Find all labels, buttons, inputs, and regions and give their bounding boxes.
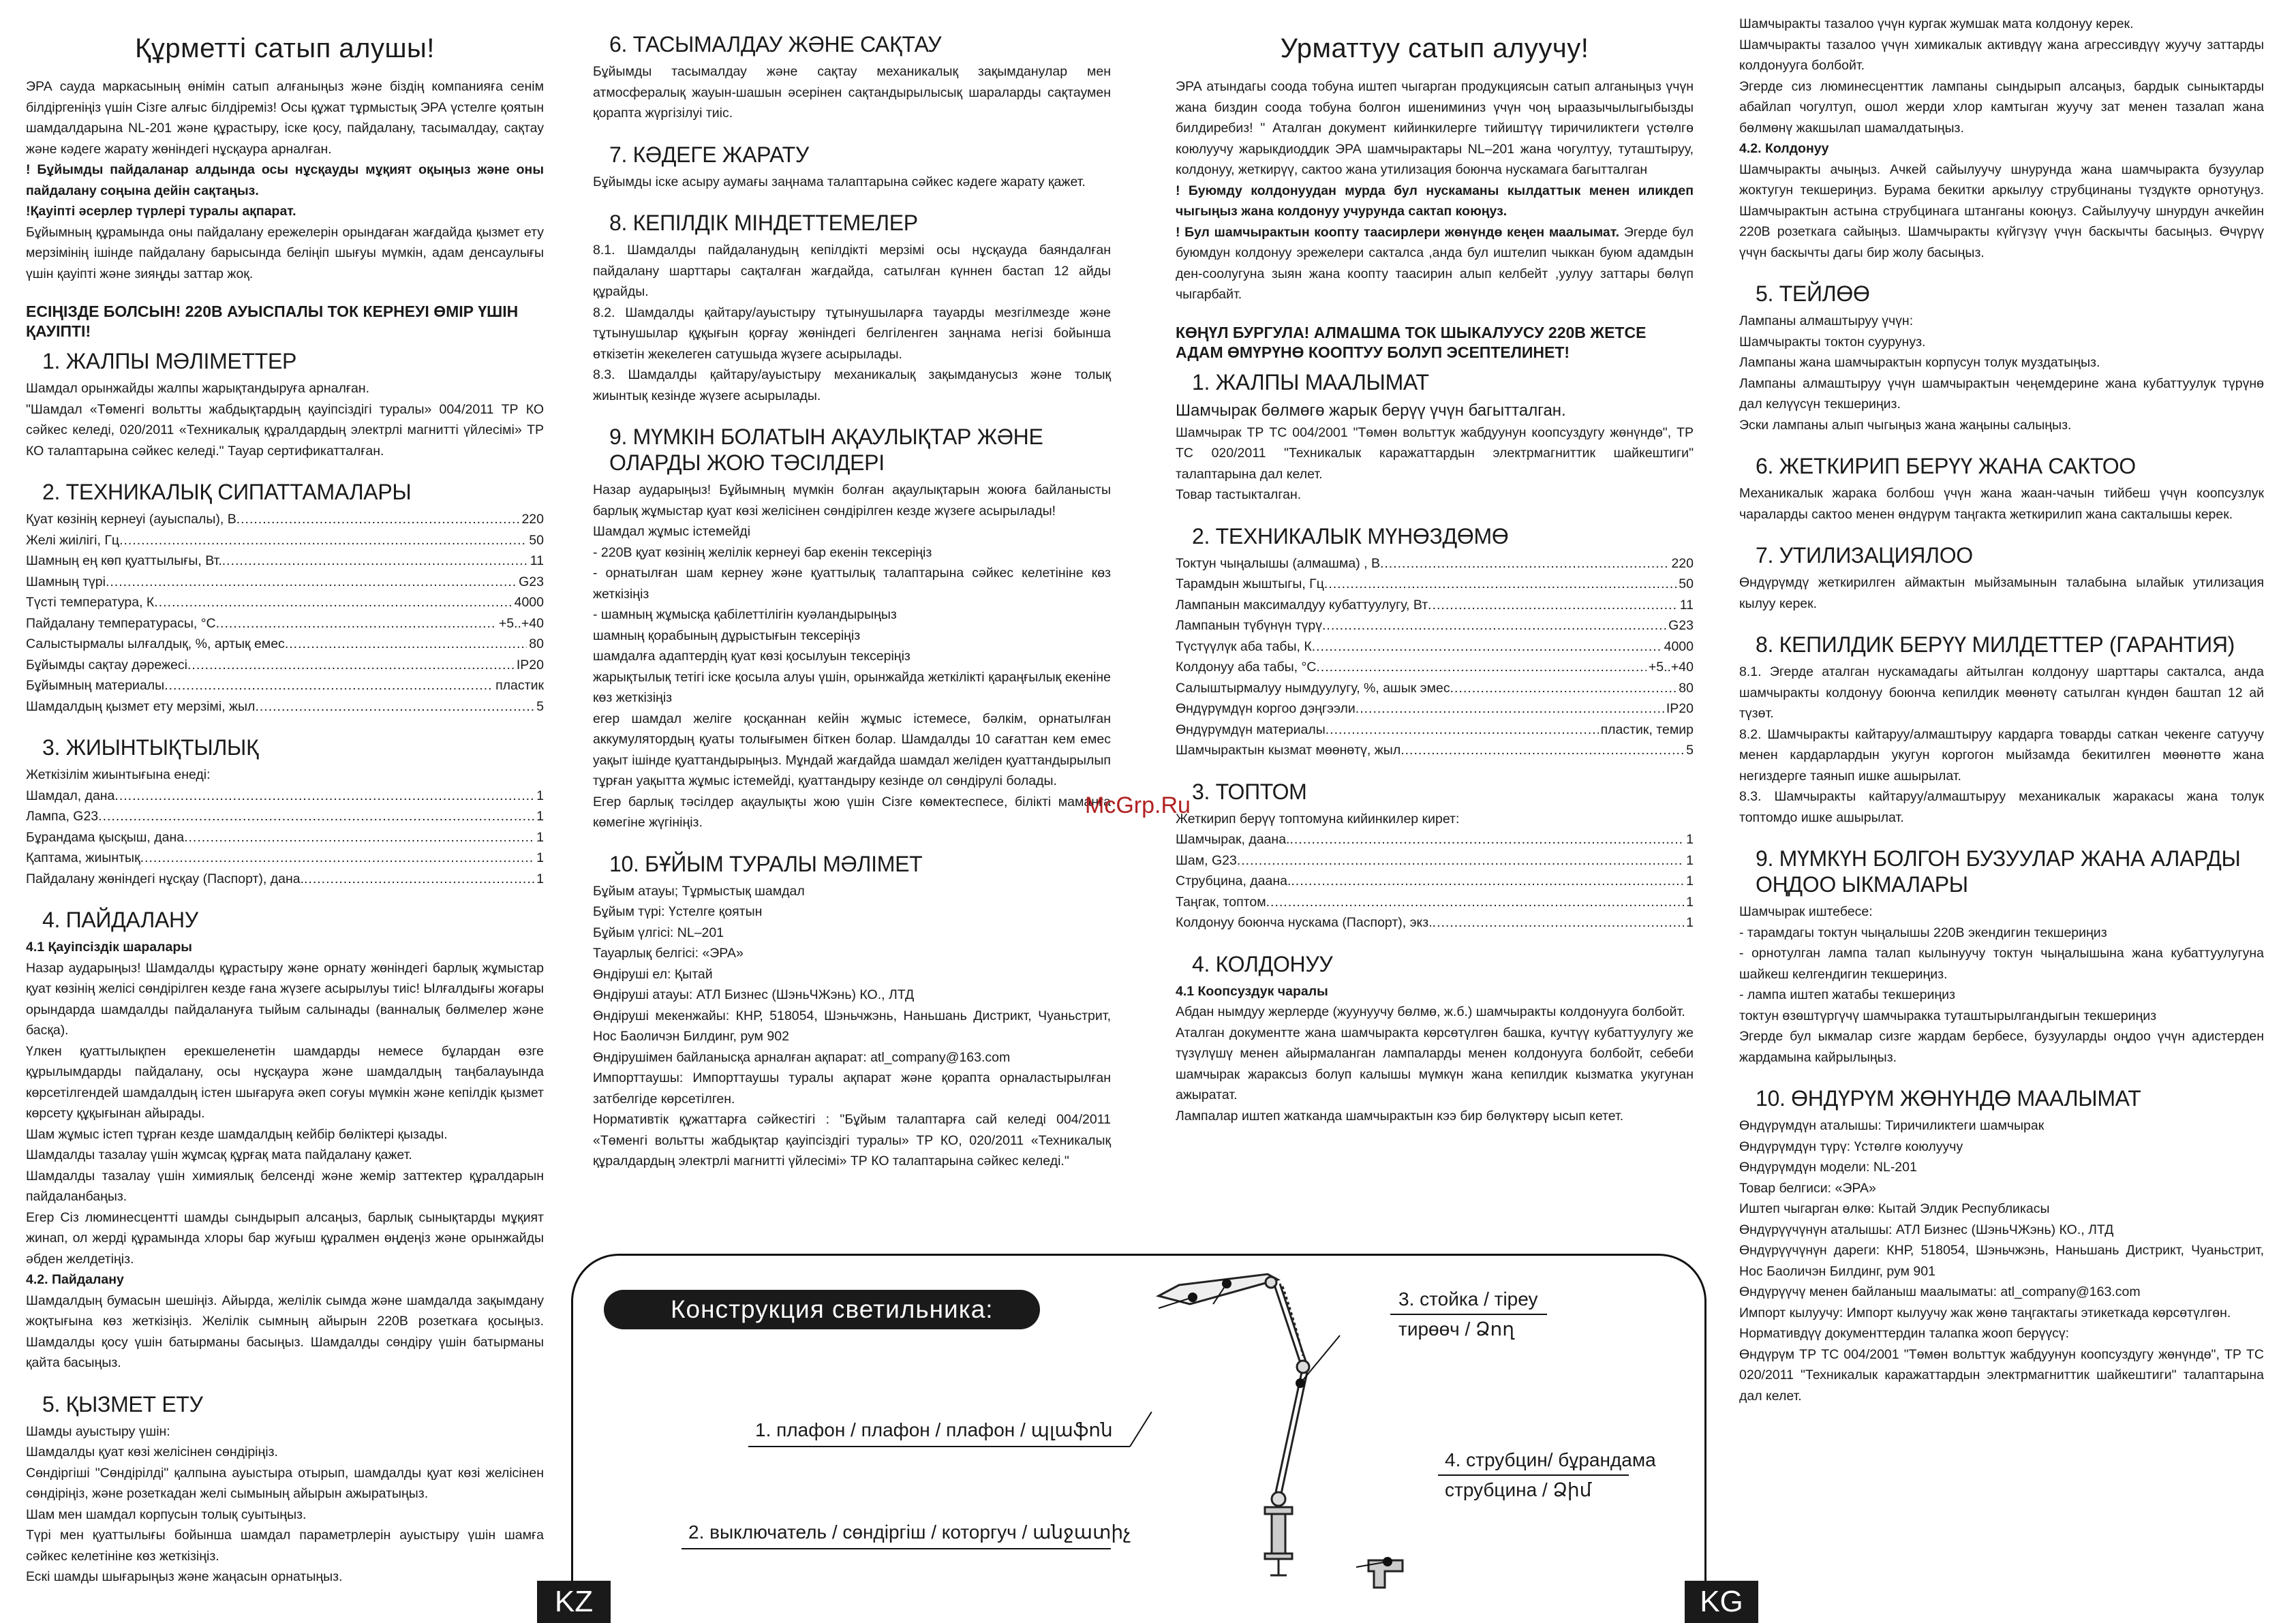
dot-leader bbox=[106, 572, 517, 593]
spec-row bbox=[26, 827, 544, 848]
spec-row bbox=[26, 592, 544, 613]
spec-label: Шамчырак, даана. bbox=[1176, 832, 1290, 847]
text-line: Егер барлық тәсілдер ақаулықты жою үшін Сізге көмектеспесе, білікті маманға көмегіне жүгініңіз. bbox=[593, 794, 1111, 830]
spec-value: 4000 bbox=[1664, 638, 1694, 654]
spec-row bbox=[1176, 615, 1694, 636]
kz-page-title: Құрметті сатып алушы! bbox=[135, 33, 435, 63]
text-line: Шамды ауыстыру үшін: bbox=[26, 1423, 170, 1439]
kg-s1-text bbox=[1176, 422, 1694, 506]
text-line: Назар аударыңыз! Шамдалды құрастыру және орнату жөніндегі барлық жұмыстар қуат көзінің желісі сөндірілген кезде ғана жүзеге асырылуы тиіс! Ылғалдығы жоғары орындарда шамдалды пайдалануға тыйым салынады (ванналық бөлмелер және басқа). bbox=[26, 960, 544, 1038]
kg-s3-heading: 3. ТОПТОМ bbox=[1192, 779, 1307, 804]
spec-row bbox=[26, 675, 544, 696]
dot-leader bbox=[304, 869, 534, 890]
dot-leader bbox=[1322, 615, 1666, 636]
text-line: Сөндіргіші "Сөндірілді" қалпына ауыстыра отырып, шамдалды қуат көзі желісінен сөндіріңіз, және розеткадан желі сымының айырын ажыратыңыз. bbox=[26, 1465, 544, 1501]
spec-value: 5 bbox=[536, 698, 544, 714]
spec-value: 1 bbox=[1686, 852, 1694, 868]
spec-row bbox=[26, 869, 544, 890]
kg-s10-heading: 10. ӨНДҮРҮМ ЖӨНҮНДӨ МААЛЫМАТ bbox=[1756, 1086, 2141, 1111]
text-line: Шамдалды қуат көзі желісінен сөндіріңіз. bbox=[26, 1444, 278, 1459]
spec-row bbox=[1176, 698, 1694, 720]
kz-s5-heading: 5. ҚЫЗМЕТ ЕТУ bbox=[42, 1391, 203, 1417]
kg-s4-text2: Шамчыракты ачыңыз. Ачкей сайылуучу шнурунда жана шамчыракта бузуулар жоктугун текшериңиз. Бурама бекитки аркылуу струбцинаны түздүктө орнотуңуз. Шамчырактын астына струбцинага штанганы коюңуз. Сайылуучу шнурдун ачкейин 220В розеткага сайыңыз. Шамчыракты күйгүзүү үчүн баскычты басыңыз. Өчүрүү үчүн баскычты дагы бир жолу басыңыз. bbox=[1739, 161, 2264, 260]
dot-leader bbox=[164, 675, 493, 696]
lamp-shade bbox=[1159, 1274, 1278, 1304]
kg-column-1 bbox=[1176, 27, 1694, 1126]
text-line: Бұйым түрі: Үстелге қоятын bbox=[593, 904, 763, 919]
text-line: Өндүрүмдүн модели: NL-201 bbox=[1739, 1160, 1917, 1175]
spec-row bbox=[1176, 912, 1694, 933]
spec-value: 1 bbox=[1686, 874, 1694, 888]
spec-label: Өндүрүмдүн коргоо дэңгээли bbox=[1176, 701, 1356, 716]
kg-s1-lead: Шамчырак бөлмөгө жарык берүү үчүн багытталган. bbox=[1176, 401, 1566, 420]
diagram-label-clamp-2: струбцина / Ձիմ bbox=[1445, 1479, 1592, 1500]
spec-label: Шамчырактын кызмат мөөнөтү, жыл bbox=[1176, 743, 1401, 758]
spec-label: Салыстырмалы ылғалдық, %, артық емес bbox=[26, 636, 285, 651]
spec-row bbox=[26, 572, 544, 593]
spec-label: Шамның ең көп қуаттылығы, Вт. bbox=[26, 553, 222, 568]
spec-row bbox=[1176, 740, 1694, 761]
dot-leader bbox=[216, 613, 497, 634]
text-line: Шамдал жұмыс істемейді bbox=[593, 524, 751, 539]
text-line: егер шамдал желіге қосқаннан кейін жұмыс істемесе, бәлкім, орнатылған аккумулятордың қуаты толығымен біткен болар. Шамдалды 10 сағаттан кем емес уақыт ішінде қуаттандырыңыз. Мұндай жағдайда шамдал желіден қуаттандырылып тұрған уақытта жұмыс істемейді, қуаттандыру кезінде ол сөндірулі болады. bbox=[593, 711, 1111, 788]
text-line: Шамдал орынжайды жалпы жарықтандыруға арналған. bbox=[26, 381, 370, 396]
kg-s8-text bbox=[1739, 662, 2264, 828]
kg-spec-list bbox=[1176, 553, 1694, 761]
diagram-label-stand: 3. стойка / тіреу bbox=[1398, 1288, 1538, 1310]
spec-row bbox=[26, 530, 544, 551]
dot-leader bbox=[1433, 912, 1684, 933]
language-tab-kg: KG bbox=[1685, 1581, 1758, 1623]
kz-s4-sub1: 4.1 Қауіпсіздік шаралары bbox=[26, 940, 192, 955]
text-line: Импорт кылуучу: Импорт кылуучу жак жөнө таңгактагы этикеткада көрсөтүлгөн. bbox=[1739, 1305, 2231, 1320]
spec-row bbox=[1176, 657, 1694, 678]
text-line: 8.2. Шамдалды қайтару/ауыстыру тұтынушыларға тауарды мезгілмезде және тұтынушылар құқығын қорғау жөніндегі белгіленген заңнама негізі бойынша өткізетін жекелеген сатушыда жүзеге асырылады. bbox=[593, 305, 1111, 362]
dot-leader bbox=[154, 592, 512, 613]
text-line: Иштеп чыгарган өлкө: Кытай Элдик Республикасы bbox=[1739, 1201, 2050, 1216]
spec-value: 80 bbox=[529, 636, 544, 651]
kz-s4-heading: 4. ПАЙДАЛАНУ bbox=[42, 908, 198, 932]
text-line: Шамдалды тазалау үшін жұмсақ құрғақ мата пайдалану қажет. bbox=[26, 1147, 412, 1162]
lamp-clamp bbox=[1265, 1507, 1292, 1575]
kg-s6-text: Механикалык жарака болбош үчүн жана жаан-чачын тийбеш үчүн коопсузлук чараларды сактоо менен өндүрүм таңгакта жеткирилип жана сакталышы керек. bbox=[1739, 486, 2264, 522]
spec-label: Пайдалану жөніндегі нұсқау (Паспорт), дана. bbox=[26, 871, 305, 886]
dot-leader bbox=[1400, 740, 1684, 761]
kg-s4-sub1: 4.1 Коопсуздук чаралы bbox=[1176, 983, 1328, 999]
text-line: Аталган документте жана шамчыракта көрсөтүлгөн башка, кучтүү кубаттуулугу же түзүлүшү менен айырмаланган лампаларды менен колдонууга болбойт, себеби шамчырак жараксыз болуп калышы мүмкүн жана кепилдик кызматка укугунан ажыратат. bbox=[1176, 1025, 1694, 1102]
diagram-leader-stand bbox=[1390, 1314, 1547, 1315]
watermark: McGrp.Ru bbox=[1085, 792, 1191, 818]
spec-value: +5..+40 bbox=[498, 615, 544, 631]
spec-value: 1 bbox=[536, 788, 544, 803]
spec-value: 220 bbox=[521, 512, 544, 527]
spec-value: IP20 bbox=[1666, 701, 1694, 716]
lamp-illustration bbox=[1131, 1267, 1486, 1594]
spec-label: Таңгак, топтом bbox=[1176, 894, 1266, 910]
text-line: Нормативдүү документтердин талапка жооп берүүсү: bbox=[1739, 1326, 2070, 1341]
dot-leader bbox=[140, 848, 535, 869]
text-line: 8.1. Шамдалды пайдаланудың кепілдікті мерзімі осы нұсқауда баяндалған пайдалану шарттары сақталған жағдайда, сатылған күннен бастап 12 айды құрайды. bbox=[593, 243, 1111, 299]
kz-s4-text1 bbox=[26, 958, 544, 1270]
diagram-label-clamp: 4. струбцин/ бұрандама bbox=[1445, 1449, 1656, 1470]
text-line: жарықтылық тетігі іске қосыла алуы үшін, орынжайда жеткілікті қараңғылық екеніне көз жеткізіңіз bbox=[593, 669, 1111, 705]
lamp-lower-arm bbox=[1276, 1372, 1307, 1494]
spec-label: Лампа, G23 bbox=[26, 809, 99, 824]
spec-row bbox=[26, 509, 544, 530]
dot-leader bbox=[1324, 574, 1677, 595]
text-line: Шамчыракты тазалоо үчүн химикалык активдүү жана агрессивдүү жуучу заттарды колдонууга болбойт. bbox=[1739, 37, 2264, 73]
text-line: Шамчыракты токтон суурунуз. bbox=[1739, 334, 1926, 350]
text-line: 8.3. Шамдалды қайтару/ауыстыру механикалық зақымданусыз және толық жиынтық кезінде жүзеге асырылады. bbox=[593, 367, 1111, 403]
spec-row bbox=[1176, 720, 1694, 741]
text-line: Шамчырак иштебесе: bbox=[1739, 904, 1873, 919]
kg-s5-heading: 5. ТЕЙЛӨӨ bbox=[1756, 281, 1870, 306]
dot-leader bbox=[285, 634, 527, 655]
dot-leader bbox=[236, 509, 520, 530]
spec-value: 1 bbox=[536, 829, 544, 845]
spec-row bbox=[26, 696, 544, 717]
text-line: Өндіруші атауы: АТЛ Бизнес (ШэньЧЖэнь) КО., ЛТД bbox=[593, 987, 915, 1002]
kz-s5-text bbox=[26, 1421, 544, 1588]
spec-value: 1 bbox=[1686, 915, 1694, 930]
text-line: - шамның жұмысқа қабілеттілігін куәландырыңыз bbox=[593, 607, 897, 622]
text-line: Бұйым атауы; Тұрмыстық шамдал bbox=[593, 883, 805, 899]
kg-s4-heading: 4. КОЛДОНУУ bbox=[1192, 951, 1333, 976]
kz-s9-text bbox=[593, 480, 1111, 833]
kg-s8-heading: 8. КЕПИЛДИК БЕРҮҮ МИЛДЕТТЕР (ГАРАНТИЯ) bbox=[1756, 632, 2235, 657]
kz-s3-intro: Жеткізілім жиынтығына енеді: bbox=[26, 767, 211, 782]
dot-leader bbox=[114, 786, 534, 807]
spec-label: Қаптама, жиынтық bbox=[26, 850, 140, 865]
spec-value: 1 bbox=[1686, 832, 1694, 847]
kg-s1-heading: 1. ЖАЛПЫ МААЛЫМАТ bbox=[1192, 369, 1429, 395]
kz-spec-list bbox=[26, 509, 544, 717]
dot-leader bbox=[119, 530, 527, 551]
spec-row bbox=[26, 806, 544, 827]
text-line: Лампалар иштеп жатканда шамчырактын кээ бир бөлүктөрү ысып кетет. bbox=[1176, 1108, 1624, 1124]
text-line: Шамдалды тазалау үшін химиялық белсенді және жеміp заттектер құралдарын пайдаланбаңыз. bbox=[26, 1168, 544, 1204]
spec-row bbox=[26, 848, 544, 869]
dot-leader bbox=[1326, 720, 1599, 741]
spec-row bbox=[1176, 829, 1694, 850]
kz-s1-text bbox=[26, 378, 544, 461]
kz-s4-sub2: 4.2. Пайдалану bbox=[26, 1272, 124, 1287]
spec-value: пластик, темир bbox=[1600, 722, 1694, 737]
text-line: Өндүрүүчүнүн аталышы: АТЛ Бизнес (ШэньЧЖэнь) КО., ЛТД bbox=[1739, 1222, 2114, 1237]
kz-warning: ЕСІҢІЗДЕ БОЛСЫН! 220В АУЫСПАЛЫ ТОК КЕРНЕУІ ӨМІР ҮШІН ҚАУІПТІ! bbox=[26, 303, 519, 340]
spec-value: G23 bbox=[519, 574, 544, 589]
kz-s6-text: Бұйымды тасымалдау және сақтау механикалық зақымданулар мен атмосфералық жауын-шашын әсерінен сақтандырылысық шараларды сақтаумен қорапта жүргізілуі тиіс. bbox=[593, 64, 1111, 121]
kg-page-title: Урматтуу сатып алуучу! bbox=[1280, 33, 1589, 63]
kz-s4-text2: Шамдалдың бумасын шешіңіз. Айырда, желілік сымда және шамдалда зақымдану жоқтығына көз жеткізіңіз. Желілік сымның айырын 220В розеткаға қосыңыз. Шамдалды қосу үшін батырманы басыңыз. Шамдалды сөндіру үшін батырманы қайта басыңыз. bbox=[26, 1293, 544, 1370]
spec-row bbox=[1176, 850, 1694, 871]
text-line: Өндүрүм ТР ТС 004/2001 "Төмөн вольттук жабдуунун коопсуздугу жөнүндө", ТР ТС 020/2011 "Техникалык каражаттардын электрмагниттик шайкештиги" талаптарына дал келет. bbox=[1739, 1346, 2264, 1404]
spec-value: 1 bbox=[536, 809, 544, 824]
spec-row bbox=[26, 613, 544, 634]
kz-s9-heading: 9. МҮМКІН БОЛАТЫН АҚАУЛЫҚТАР ЖӘНЕ ОЛАРДЫ ЖОЮ ТӘСІЛДЕРІ bbox=[609, 424, 1043, 475]
spec-label: Бұйымның материалы bbox=[26, 678, 165, 693]
text-line: Өндүрүүчү менен байланыш маалыматы: atl_company@163.com bbox=[1739, 1284, 2141, 1299]
text-line: - тарамдагы токтун чыңалышы 220В экендигин текшериңиз bbox=[1739, 925, 2107, 940]
kg-s9-heading: 9. МҮМКҮН БОЛГОН БУЗУУЛАР ЖАНА АЛАРДЫ ОҢДОО ЫКМАЛАРЫ bbox=[1756, 846, 2241, 897]
text-line: Өндірушімен байланысқа арналған ақпарат: atl_company@163.com bbox=[593, 1049, 1011, 1065]
spec-label: Желі жиілігі, Гц bbox=[26, 532, 120, 548]
spec-value: 11 bbox=[530, 553, 544, 568]
kg-s9-text bbox=[1739, 901, 2264, 1068]
spec-row bbox=[1176, 553, 1694, 574]
kg-s7-heading: 7. УТИЛИЗАЦИЯЛОО bbox=[1756, 543, 1973, 568]
spec-label: Шам, G23 bbox=[1176, 852, 1237, 868]
kg-s3-intro: Жеткирип берүү топтомуна кийинкилер кирет: bbox=[1176, 811, 1460, 826]
text-line: Товар тастыкталган. bbox=[1176, 487, 1302, 502]
spec-label: Шамның түрі bbox=[26, 574, 106, 589]
kz-s1-heading: 1. ЖАЛПЫ МӘЛІМЕТТЕР bbox=[42, 349, 297, 373]
text-line: "Шамдал «Төменгі вольтты жабдықтардың қауіпсіздігі туралы» 004/2011 ТР КО сәйкес келеді, 020/2011 «Техникалық құралдардың электрлі магнитті үйлесімі» ТР КО талаптарына сәйкес келеді." Тауар сертификатталған. bbox=[26, 401, 544, 459]
diagram-label-shade: 1. плафон / плафон / плафон / պլաֆոն bbox=[755, 1419, 1113, 1440]
spec-label: Өндүрүмдүн материалы bbox=[1176, 722, 1326, 737]
lamp-elbow-joint bbox=[1297, 1361, 1309, 1373]
text-line: Шам жұмыс істеп тұрған кезде шамдалдың кейбір бөліктері қызады. bbox=[26, 1126, 448, 1142]
text-line: Өндүрүмдүн түрү: Үстөлгө коюлуучу bbox=[1739, 1139, 1963, 1154]
spec-row bbox=[26, 655, 544, 676]
spec-label: Бұрандама қысқыш, дана bbox=[26, 829, 185, 845]
kz-s2-heading: 2. ТЕХНИКАЛЫҚ СИПАТТАМАЛАРЫ bbox=[42, 480, 412, 504]
kz-s3-heading: 3. ЖИЫНТЫҚТЫЛЫҚ bbox=[42, 735, 259, 760]
spec-label: Токтун чыңалышы (алмашма) , В bbox=[1176, 555, 1380, 571]
dot-leader bbox=[1316, 657, 1646, 678]
text-line: Бұйым үлгісі: NL–201 bbox=[593, 925, 724, 940]
spec-row bbox=[1176, 574, 1694, 595]
spec-row bbox=[26, 551, 544, 572]
spec-label: Струбцина, даана. bbox=[1176, 874, 1291, 888]
spec-row bbox=[1176, 595, 1694, 616]
diagram-leader-clamp bbox=[1438, 1474, 1629, 1476]
diagram-leader-switch bbox=[682, 1548, 1111, 1549]
dot-leader bbox=[1380, 553, 1670, 574]
text-line: 8.3. Шамчыракты кайтаруу/алмаштыруу механикалык жаракасы жана толук топтомдо ишке ашырылат. bbox=[1739, 789, 2264, 825]
dot-leader bbox=[1291, 871, 1684, 892]
kz-intro-bold-1: ! Бұйымды пайдаланар алдында осы нұсқауды мұқият оқыңыз және оны пайдалану соңына дейін сақтаңыз. bbox=[26, 162, 544, 198]
spec-label: Пайдалану температурасы, °С bbox=[26, 615, 216, 631]
spec-label: Салыштырмалуу нымдуулугу, %, ашык эмес bbox=[1176, 680, 1450, 696]
text-line: Лампаны алмаштыруу үчүн: bbox=[1739, 313, 1914, 328]
spec-label: Шамдалдың қызмет ету мерзімі, жыл bbox=[26, 698, 256, 714]
text-line: Өндіруші ел: Қытай bbox=[593, 966, 713, 982]
kg-s2-heading: 2. ТЕХНИКАЛЫК МҮНӨЗДӨМӨ bbox=[1192, 523, 1509, 548]
text-line: Эски лампаны алып чыгыңыз жана жаңыны салыңыз. bbox=[1739, 417, 2072, 433]
kg-intro-bold-2: ! Бул шамчырактын коопту таасирлери жөнүндө кеңен маалымат. bbox=[1176, 224, 1619, 240]
lamp-base-joint bbox=[1272, 1492, 1285, 1506]
dot-leader bbox=[1428, 595, 1678, 616]
kz-s8-heading: 8. КЕПІЛДІК МІНДЕТТЕМЕЛЕР bbox=[609, 211, 918, 235]
kg-s5-text bbox=[1739, 311, 2264, 435]
kz-s7-heading: 7. КӘДЕГЕ ЖАРАТУ bbox=[609, 142, 809, 167]
text-line: шамдалға адаптердің қуат көзі қосылуын тексеріңіз bbox=[593, 649, 910, 664]
text-line: Егер Сіз люминесцентті шамды сындырып алсаңыз, барлық сынықтарды мұқият жинап, ол жерді құрамында хлоры бар жуғыш құралмен өңдеңіз және орынжайды әбден желдетіңіз. bbox=[26, 1209, 544, 1267]
diagram-label-switch: 2. выключатель / сөндіргіш / которгуч / անջատիչ bbox=[688, 1521, 1131, 1543]
text-line: Нормативтік құжаттарға сәйкестігі : "Бұйым талаптарға сай келеді 004/2011 «Төменгі вольтты жабдықтар қауіпсіздігі туралы» ТР КО, 020/2011 «Техникалық құралдардың электрлі магнитті үйлесімі» ТР КО талаптарына сәйкес келеді." bbox=[593, 1112, 1111, 1169]
dot-leader bbox=[187, 655, 515, 676]
kg-s6-heading: 6. ЖЕТКИРИП БЕРҮҮ ЖАНА САКТОО bbox=[1756, 454, 2136, 478]
kz-s10-heading: 10. БҰЙЫМ ТУРАЛЫ МӘЛІМЕТ bbox=[609, 851, 923, 876]
kg-column-2 bbox=[1739, 14, 2264, 1406]
text-line: - орнотулган лампа талап кылынуучу токтун чыңалышына жана кубаттуулугуна шайкеш келгендигин текшериңиз. bbox=[1739, 946, 2264, 982]
kg-s4-sub2: 4.2. Колдонуу bbox=[1739, 141, 1829, 156]
kg-intro-2: Эгерде бул буюмдун колдонуу эрежелери сакталса ,анда бул иштелип чыккан буюм адамдын ден-соолугуна зыян жана коопту таасирин алып келбейт ,уулуу заттары бөлүп чыгарбайт. bbox=[1176, 224, 1694, 302]
kg-warning: КӨҢҮЛ БУРГУЛА! АЛМАШМА ТОК ШЫКАЛУУСУ 220В ЖЕТСЕ АДАМ ӨМҮРҮНӨ КООПТУУ БОЛУП ЭСЕПТЕЛИНЕТ! bbox=[1176, 323, 1647, 361]
spec-value: 220 bbox=[1671, 555, 1694, 571]
spec-value: пластик bbox=[495, 678, 544, 693]
spec-label: Шамдал, дана bbox=[26, 788, 115, 803]
spec-label: Тарамдын жыштыгы, Гц bbox=[1176, 576, 1324, 591]
kg-intro: ЭРА атындагы соода тобуна иштеп чыгарган продукциясын сатып алганыңыз үчүн жана биздин соода тобуна болгон ишениминиз үчүн чоң ыраазычылыгыбызды билдиребиз! " Аталган документ кийинкилерге тийиштүү тиричиликтеги үстөлгө коюлуучу жарыкдиоддик ЭРА шамчырактары NL–201 жана чогултуу, туташтыруу, колдонуу, жеткирүү, сактоо жана утилизация боюнча нускамага багытталган bbox=[1176, 79, 1694, 177]
text-line: Өндүрүмдүн аталышы: Тиричиликтеги шамчырак bbox=[1739, 1118, 2045, 1133]
dot-leader bbox=[98, 806, 534, 827]
dot-leader bbox=[1312, 636, 1662, 658]
kz-s6-heading: 6. ТАСЫМАЛДАУ ЖӘНЕ САҚТАУ bbox=[609, 32, 942, 57]
text-line: Лампаны жана шамчырактын корпусун толук муздатыңыз. bbox=[1739, 355, 2100, 370]
spec-value: IP20 bbox=[516, 657, 544, 673]
spec-value: 50 bbox=[1679, 576, 1694, 591]
text-line: Импорттаушы: Импорттаушы туралы ақпарат және қорапта орналастырылған затбелгіде көрсетілген. bbox=[593, 1070, 1111, 1107]
spec-label: Түсті температура, К bbox=[26, 595, 155, 610]
dot-leader bbox=[184, 827, 534, 848]
diagram-title: Конструкция светильника: bbox=[604, 1290, 1040, 1329]
text-line: токтун өзөштүргүчү шамчыракка туташтырылгандыгын текшериңиз bbox=[1739, 1008, 2157, 1023]
kz-s10-text bbox=[593, 881, 1111, 1172]
spec-row bbox=[26, 634, 544, 655]
spec-value: G23 bbox=[1668, 618, 1694, 633]
text-line: Товар белгиси: «ЭРА» bbox=[1739, 1180, 1876, 1196]
text-line: Назар аударыңыз! Бұйымның мүмкін болған ақаулықтарын жоюға байланысты барлық жұмыстар қуат көзі желісінен сөндірілген кезде жүзеге асырылады! bbox=[593, 482, 1111, 519]
kz-intro: ЭРА сауда маркасының өнімін сатып алғаныңыз және біздің компанияға сенім білдіргеніңіз үшін Сізге алғыс білдіреміз! Осы құжат тұрмыстық ЭРА үстелге қоятын шамдалдарына NL-201 және құрастыру, іске қосу, пайдалану, тасымалдау, сақтау және кәдеге жарату жөніндегі нұсқаура арналған. bbox=[26, 79, 544, 157]
kz-s8-text bbox=[593, 240, 1111, 406]
spec-row bbox=[1176, 871, 1694, 892]
spec-row bbox=[26, 786, 544, 807]
spec-value: 1 bbox=[536, 871, 544, 886]
text-line: Тауарлық белгісі: «ЭРА» bbox=[593, 946, 744, 961]
spec-value: 1 bbox=[536, 850, 544, 865]
spec-label: Бұйымды сақтау дәрежесі bbox=[26, 657, 187, 673]
text-line: Эгерде бул ыкмалар сизге жардам бербесе, бузууларды оңдоо үчүн адистерден жардамына кайрылыңыз. bbox=[1739, 1029, 2264, 1065]
kz-column-1 bbox=[26, 27, 544, 1588]
kg-s7-text: Өндүрүмдү жеткирилген аймактын мыйзамынын талабына ылайык утилизация кылуу керек. bbox=[1739, 575, 2264, 611]
text-line: Өндүрүүчүнүн дареги: КНР, 518054, Шэньчжэнь, Наньшань Дистрикт, Чуаньстрит, Нос Баоличэн Билдинг, рум 901 bbox=[1739, 1243, 2264, 1279]
text-line: шамның қорабының дұрыстығын тексеріңіз bbox=[593, 628, 861, 643]
dot-leader bbox=[1450, 678, 1677, 699]
spec-value: 11 bbox=[1679, 597, 1694, 613]
kz-s7-text: Бұйымды іске асыру аумағы заңнама талаптарына сәйкес кәдеге жарату қажет. bbox=[593, 174, 1086, 189]
text-line: Түрі мен қуаттылығы бойынша шамдал параметрлерін ауыстыру үшін шамға сәйкес келетініне көз жеткізіңіз. bbox=[26, 1528, 544, 1564]
spec-label: Лампанын түбүнүн түрү bbox=[1176, 618, 1323, 633]
spec-value: +5..+40 bbox=[1648, 660, 1694, 675]
text-line: Ескі шамды шығарыңыз және жаңасын орнатыңыз. bbox=[26, 1569, 343, 1584]
spec-row bbox=[1176, 636, 1694, 658]
dot-leader bbox=[1237, 850, 1684, 871]
kg-package-list bbox=[1176, 829, 1694, 933]
spec-value: 80 bbox=[1679, 680, 1694, 696]
dot-leader bbox=[222, 551, 528, 572]
text-line: Эгерде сиз люминесценттик лампаны сындырып алсаңыз, бардык сыныктарды абайлап чогултуп, ошол жерди хлор камтыган жуучу зат менен тазалап жана бөлмөнү жакшылап шамалдатыңыз. bbox=[1739, 78, 2264, 136]
spec-label: Лампанын максималдуу кубаттуулугу, Вт bbox=[1176, 597, 1428, 613]
spec-label: Колдонуу аба табы, °С bbox=[1176, 660, 1317, 675]
spec-value: 4000 bbox=[514, 595, 544, 610]
language-tab-kz: KZ bbox=[537, 1581, 611, 1623]
text-line: Абдан нымдуу жерлерде (жуунуучу бөлмө, ж.б.) шамчыракты колдонууга болбойт. bbox=[1176, 1004, 1685, 1019]
text-line: - лампа иштеп жатабы текшериңиз bbox=[1739, 987, 1955, 1002]
kg-intro-bold-1: ! Буюмду колдонуудан мурда бул нускаманы кылдаттык менен иликдеп чыгыңыз жана колдонуу учурунда сактап коюңуз. bbox=[1176, 183, 1694, 219]
kg-s4-text-cont bbox=[1739, 14, 2264, 138]
dot-leader bbox=[1289, 829, 1684, 850]
text-line: Шамчырак ТР ТС 004/2001 "Төмөн вольттук жабдуунун коопсуздугу жөнүндө", ТР ТС 020/2011 "Техникалык каражаттардын электрмагниттик шайкештиги" талаптарына дал келет. bbox=[1176, 424, 1694, 482]
dot-leader bbox=[255, 696, 534, 717]
text-line: Лампаны алмаштыруу үчүн шамчырактын чеңемдерине жана кубаттуулук түрүнө дал келүүсүн текшериңиз. bbox=[1739, 375, 2264, 412]
spec-row bbox=[1176, 678, 1694, 699]
kg-s4-text1 bbox=[1176, 1002, 1694, 1126]
kz-intro-2: Бұйымның құрамында оны пайдалану ережелерін орындаған жағдайда қызмет ету мерзімінің ішінде пайдалану барысында беліңіп шығуы мүмкін, адам денсаулығы үшін қауіпті және зияңды заттар жоқ. bbox=[26, 224, 544, 281]
text-line: Шам мен шамдал корпусын толық суытыңыз. bbox=[26, 1506, 307, 1522]
text-line: Шамчыракты тазалоо үчүн кургак жумшак мата колдонуу керек. bbox=[1739, 16, 2134, 31]
spec-value: 5 bbox=[1686, 743, 1694, 758]
text-line: - орнатылған шам кернеу және қуаттылық талаптарына сәйкес келетініне көз жеткізіңіз bbox=[593, 566, 1111, 602]
spec-row bbox=[1176, 892, 1694, 913]
spec-value: 50 bbox=[529, 532, 544, 548]
spec-value: 1 bbox=[1686, 894, 1694, 910]
spec-label: Колдонуу боюнча нускама (Паспорт), экз. bbox=[1176, 915, 1433, 930]
kz-package-list bbox=[26, 786, 544, 890]
text-line: Өндіруші мекенжайы: КНР, 518054, Шэньчжэнь, Наньшань Дистрикт, Чуаньстрит, Нос Баоличэн Билдинг, рум 902 bbox=[593, 1008, 1111, 1044]
diagram-leader-shade bbox=[748, 1446, 1130, 1447]
spec-label: Түстүүлүк аба табы, К bbox=[1176, 638, 1312, 654]
text-line: - 220В қуат көзінің желілік кернеуі бар екенін тексеріңіз bbox=[593, 544, 932, 560]
dot-leader bbox=[1356, 698, 1664, 720]
text-line: Үлкен қуаттылықпен ерекшеленетін шамдарды немесе бұлардан өзге құрылымдарды пайдалану, осы нұсқаура және шамдалдың таңбалауында көрсетілгендей шамдалдың істен шығаруға әкеп соғуы мүмкін және кепілдік қызмет көрсету құқығынан айырады. bbox=[26, 1043, 544, 1121]
kz-intro-bold-2: !Қауіпті әсерлер түрлері туралы ақпарат. bbox=[26, 204, 296, 219]
diagram-label-stand-2: тирөөч / Ձող bbox=[1398, 1318, 1515, 1340]
spec-label: Қуат көзінің кернеуі (ауыспалы), В bbox=[26, 512, 236, 527]
kz-column-2 bbox=[593, 27, 1111, 1172]
text-line: 8.2. Шамчыракты кайтаруу/алмаштыруу кардарга товарды саткан чекенге сатуучу менен кардарлардын укугун коргогон мыйзамда бекитилген мөөнөттө жана негиздерге таянып ишке ашырылат. bbox=[1739, 726, 2264, 784]
text-line: 8.1. Эгерде аталган нускамадагы айтылган колдонуу шарттары сакталса, анда шамчыракты колдонуу боюнча кепилдик мөөнөтү сатылган күндөн баштап 12 ай түзөт. bbox=[1739, 664, 2264, 721]
kg-s10-text bbox=[1739, 1115, 2264, 1406]
dot-leader bbox=[1266, 892, 1685, 913]
